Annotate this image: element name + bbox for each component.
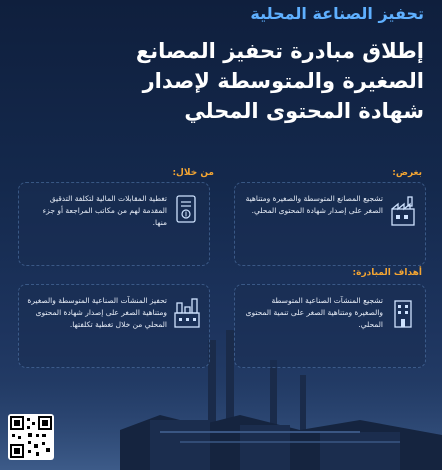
title-line-2: الصغيرة والمتوسطة لإصدار bbox=[142, 69, 424, 93]
goal-text-left: تحفيز المنشآت الصناعية المتوسطة والصغيرة ومتناهية الصغر على إصدار شهادة المحتوى المحلي من خلال تغطية تكلفتها. bbox=[27, 296, 167, 329]
document-money-icon bbox=[173, 193, 201, 229]
goal-text-right: تشجيع المنشآت الصناعية المتوسطة والصغيرة ومتناهية الصغر على تنمية المحتوى المحلي. bbox=[245, 296, 383, 329]
through-label: من خلال: bbox=[172, 168, 214, 178]
through-text: تغطية المقابلات المالية لتكلفة التدقيق المقدمة لهم من مكاتب المراجعة أو جزء منها. bbox=[42, 194, 167, 227]
through-card bbox=[18, 182, 210, 266]
building-icon bbox=[389, 295, 417, 331]
purpose-text: تشجيع المصانع المتوسطة والصغيرة ومتناهية الصغر على إصدار شهادة المحتوى المحلي. bbox=[245, 194, 383, 215]
qr-code-icon bbox=[8, 414, 54, 460]
purpose-label: بغرض: bbox=[392, 168, 422, 178]
purpose-card bbox=[234, 182, 426, 266]
title-line-3: شهادة المحتوى المحلي bbox=[184, 99, 424, 123]
title-line-1: إطلاق مبادرة تحفيز المصانع bbox=[135, 39, 424, 63]
qr-code[interactable] bbox=[8, 414, 54, 460]
factory-skyline-icon bbox=[173, 295, 201, 331]
factory-icon bbox=[389, 193, 417, 229]
goals-label: أهداف المبادرة: bbox=[352, 268, 422, 278]
category-title: تحفيز الصناعة المحلية bbox=[250, 4, 424, 23]
goal-card-right bbox=[234, 284, 426, 368]
page-title bbox=[44, 36, 424, 126]
goal-card-left bbox=[18, 284, 210, 368]
